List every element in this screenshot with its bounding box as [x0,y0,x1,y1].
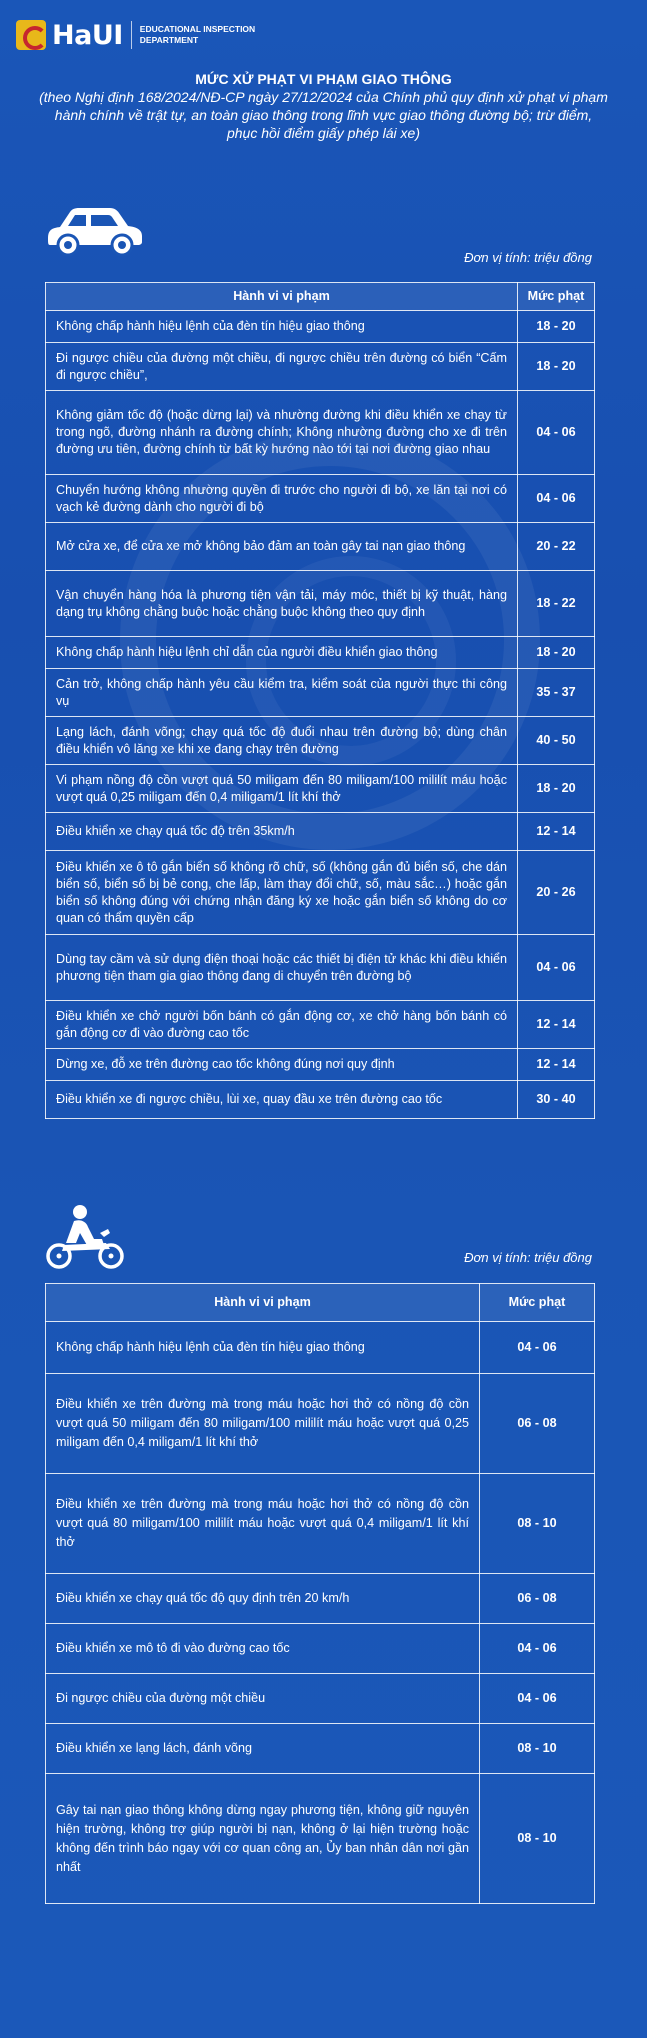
violation-cell: Không giảm tốc độ (hoặc dừng lại) và nhường đường khi điều khiển xe chạy từ trong ngõ, đường nhánh ra đường chính; Không nhường đường cho xe đi trên đường ưu tiên, đường chính từ bất kỳ hướng nào tới tại nơi đường giao nhau [46,391,518,475]
fine-cell: 12 - 14 [518,1001,595,1049]
page-title: MỨC XỬ PHẠT VI PHẠM GIAO THÔNG [195,71,452,87]
table-row [46,311,595,343]
fine-cell: 12 - 14 [518,1049,595,1081]
haui-logo-icon [16,20,46,50]
fine-cell: 18 - 20 [518,311,595,343]
department-name: EDUCATIONAL INSPECTION DEPARTMENT [139,24,256,45]
table-row [46,1724,595,1774]
brand-name: HaUI [52,19,123,51]
fine-cell: 18 - 20 [518,637,595,669]
violation-cell: Điều khiển xe trên đường mà trong máu hoặc hơi thở có nồng độ cồn vượt quá 80 miligam/100 mililít máu hoặc vượt quá 0,4 miligam/1 lít khí thở [46,1474,480,1574]
fine-cell: 40 - 50 [518,717,595,765]
table-header-row [46,283,595,311]
fine-cell: 18 - 20 [518,343,595,391]
table-row [46,523,595,571]
fine-cell: 04 - 06 [518,935,595,1001]
table-row [46,717,595,765]
violation-cell: Không chấp hành hiệu lệnh của đèn tín hiệu giao thông [46,1322,480,1374]
table-row [46,1322,595,1374]
fine-cell: 04 - 06 [480,1624,595,1674]
header-divider [131,21,132,49]
fine-cell: 08 - 10 [480,1724,595,1774]
violation-cell: Điều khiển xe mô tô đi vào đường cao tốc [46,1624,480,1674]
table-row [46,851,595,935]
violation-cell: Dùng tay cầm và sử dụng điện thoại hoặc các thiết bị điện tử khác khi điều khiển phương tiện tham gia giao thông đang di chuyển trên đường bộ [46,935,518,1001]
car-icon [42,198,146,258]
fine-cell: 12 - 14 [518,813,595,851]
violation-cell: Điều khiển xe chạy quá tốc độ quy định trên 20 km/h [46,1574,480,1624]
violation-cell: Vận chuyển hàng hóa là phương tiện vận tải, máy móc, thiết bị kỹ thuật, hàng dạng trụ không chằng buộc hoặc chằng buộc không theo quy định [46,571,518,637]
column-header-fine: Mức phạt [480,1284,595,1322]
fine-cell: 06 - 08 [480,1374,595,1474]
violation-cell: Cản trở, không chấp hành yêu cầu kiểm tra, kiểm soát của người thực thi công vụ [46,669,518,717]
table-row [46,1474,595,1574]
car-fines-table [45,282,595,1119]
violation-cell: Điều khiển xe trên đường mà trong máu hoặc hơi thở có nồng độ cồn vượt quá 50 miligam đến 80 miligam/100 mililít máu hoặc vượt quá 0,25 miligam đến 0,4 miligam/1 lít khí thở [46,1374,480,1474]
header [16,16,290,54]
column-header-violation: Hành vi vi phạm [46,1284,480,1322]
fine-cell: 20 - 26 [518,851,595,935]
table-row [46,475,595,523]
violation-cell: Gây tai nạn giao thông không dừng ngay phương tiện, không giữ nguyên hiện trường, không trợ giúp người bị nạn, không ở lại hiện trường hoặc không đến trình báo ngay với cơ quan công an, Ủy ban nhân dân nơi gần nhất [46,1774,480,1904]
fine-cell: 04 - 06 [518,391,595,475]
fine-cell: 08 - 10 [480,1474,595,1574]
fine-cell: 35 - 37 [518,669,595,717]
violation-cell: Không chấp hành hiệu lệnh của đèn tín hiệu giao thông [46,311,518,343]
table-header-row [46,1284,595,1322]
fine-cell: 06 - 08 [480,1574,595,1624]
page-subtitle: (theo Nghị định 168/2024/NĐ-CP ngày 27/12/2024 của Chính phủ quy định xử phạt vi phạm hành chính về trật tự, an toàn giao thông trong lĩnh vực giao thông đường bộ; trừ điểm, phục hồi điểm giấy phép lái xe) [39,89,608,141]
violation-cell: Không chấp hành hiệu lệnh chỉ dẫn của người điều khiển giao thông [46,637,518,669]
violation-cell: Lạng lách, đánh võng; chạy quá tốc độ đuổi nhau trên đường bộ; dùng chân điều khiển vô lăng xe khi xe đang chạy trên đường [46,717,518,765]
violation-cell: Điều khiển xe chạy quá tốc độ trên 35km/h [46,813,518,851]
fine-cell: 04 - 06 [518,475,595,523]
fine-cell: 08 - 10 [480,1774,595,1904]
violation-cell: Dừng xe, đỗ xe trên đường cao tốc không đúng nơi quy định [46,1049,518,1081]
table-row [46,571,595,637]
table-row [46,1674,595,1724]
fine-cell: 04 - 06 [480,1322,595,1374]
table-row [46,1574,595,1624]
table-row [46,391,595,475]
table-row [46,765,595,813]
table-row [46,669,595,717]
moto-fines-table [45,1283,595,1904]
table-row [46,935,595,1001]
motorbike-icon [44,1203,126,1271]
column-header-violation: Hành vi vi phạm [46,283,518,311]
table-row [46,813,595,851]
violation-cell: Mở cửa xe, để cửa xe mở không bảo đảm an toàn gây tai nạn giao thông [46,523,518,571]
car-unit-label: Đơn vị tính: triệu đồng [464,250,592,265]
violation-cell: Điều khiển xe đi ngược chiều, lùi xe, quay đầu xe trên đường cao tốc [46,1081,518,1119]
table-row [46,1081,595,1119]
violation-cell: Chuyển hướng không nhường quyền đi trước cho người đi bộ, xe lăn tại nơi có vạch kẻ đường dành cho người đi bộ [46,475,518,523]
table-row [46,1774,595,1904]
title-block [20,70,627,142]
violation-cell: Điều khiển xe lạng lách, đánh võng [46,1724,480,1774]
fine-cell: 04 - 06 [480,1674,595,1724]
fine-cell: 18 - 20 [518,765,595,813]
column-header-fine: Mức phạt [518,283,595,311]
fine-cell: 30 - 40 [518,1081,595,1119]
fine-cell: 18 - 22 [518,571,595,637]
table-row [46,1001,595,1049]
table-row [46,1624,595,1674]
violation-cell: Đi ngược chiều của đường một chiều [46,1674,480,1724]
table-row [46,637,595,669]
table-row [46,1049,595,1081]
fine-cell: 20 - 22 [518,523,595,571]
violation-cell: Điều khiển xe chở người bốn bánh có gắn động cơ, xe chở hàng bốn bánh có gắn động cơ đi vào đường cao tốc [46,1001,518,1049]
table-row [46,343,595,391]
violation-cell: Đi ngược chiều của đường một chiều, đi ngược chiều trên đường có biển “Cấm đi ngược chiều”, [46,343,518,391]
moto-unit-label: Đơn vị tính: triệu đồng [464,1250,592,1265]
violation-cell: Điều khiển xe ô tô gắn biển số không rõ chữ, số (không gắn đủ biển số, che dán biển số, biển số bị bẻ cong, che lấp, làm thay đổi chữ, số, màu sắc…) hoặc gắn biển số không đúng với chứng nhận đăng ký xe hoặc gắn biển số không do cơ quan có thẩm quyền cấp [46,851,518,935]
moto-table-body [46,1322,595,1904]
violation-cell: Vi phạm nồng độ cồn vượt quá 50 miligam đến 80 miligam/100 mililít máu hoặc vượt quá 0,25 miligam đến 0,4 miligam/1 lít khí thở [46,765,518,813]
car-table-body [46,311,595,1119]
table-row [46,1374,595,1474]
